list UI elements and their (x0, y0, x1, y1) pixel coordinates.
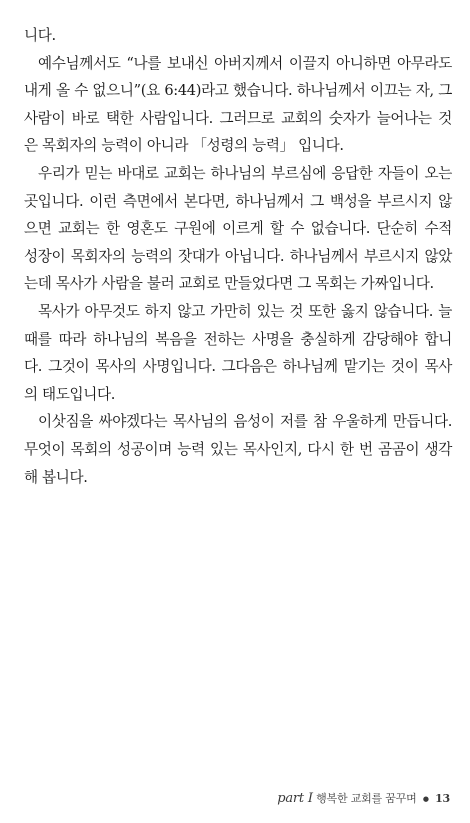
page-number: 13 (435, 792, 450, 805)
text-line: 해 봅니다. (24, 468, 88, 486)
text-line: 는데 목사가 사람을 불러 교회로 만들었다면 그 목회는 가짜입니다. (24, 275, 434, 293)
text-line: 다. 그것이 목사의 사명입니다. 그다음은 하나님께 맡기는 것이 목사 (24, 358, 452, 376)
text-line: 내게 올 수 없으니”(요 6:44)라고 했습니다. 하나님께서 이끄는 자, 그 (24, 82, 452, 100)
page-footer (277, 790, 450, 806)
paragraph-2 (24, 160, 452, 298)
text-line: 이삿짐을 싸야겠다는 목사님의 음성이 저를 참 우울하게 만듭니다. (38, 413, 452, 431)
text-line: 으면 교회는 한 영혼도 구원에 이르게 할 수 없습니다. 단순히 수적 (24, 220, 452, 238)
paragraph-3 (24, 298, 452, 408)
text-line: 예수님께서도 “나를 보내신 아버지께서 이끌지 아니하면 아무라도 (38, 54, 452, 72)
section-title: 행복한 교회를 꿈꾸며 (316, 792, 417, 805)
text-line: 은 목회자의 능력이 아니라 「성령의 능력」 입니다. (24, 137, 344, 155)
bullet-icon: ● (422, 795, 429, 803)
paragraph-0 (24, 22, 452, 50)
paragraph-4 (24, 408, 452, 491)
text-line: 사람이 바로 택한 사람입니다. 그러므로 교회의 숫자가 늘어나는 것 (24, 109, 452, 127)
paragraph-1 (24, 50, 452, 160)
part-label: part I (277, 791, 313, 806)
text-line: 목사가 아무것도 하지 않고 가만히 있는 것 또한 옳지 않습니다. 늘 (38, 302, 452, 320)
page-body (24, 22, 452, 491)
text-line: 의 태도입니다. (24, 385, 116, 403)
text-line: 무엇이 목회의 성공이며 능력 있는 목사인지, 다시 한 번 곰곰이 생각 (24, 440, 452, 458)
text-line: 때를 따라 하나님의 복음을 전하는 사명을 충실하게 감당해야 합니 (24, 330, 452, 348)
text-line: 니다. (24, 27, 56, 44)
text-line: 성장이 목회자의 능력의 잣대가 아닙니다. 하나님께서 부르시지 않았 (24, 247, 452, 265)
text-line: 우리가 믿는 바대로 교회는 하나님의 부르심에 응답한 자들이 오는 (38, 164, 452, 182)
text-line: 곳입니다. 이런 측면에서 본다면, 하나님께서 그 백성을 부르시지 않 (24, 192, 452, 210)
